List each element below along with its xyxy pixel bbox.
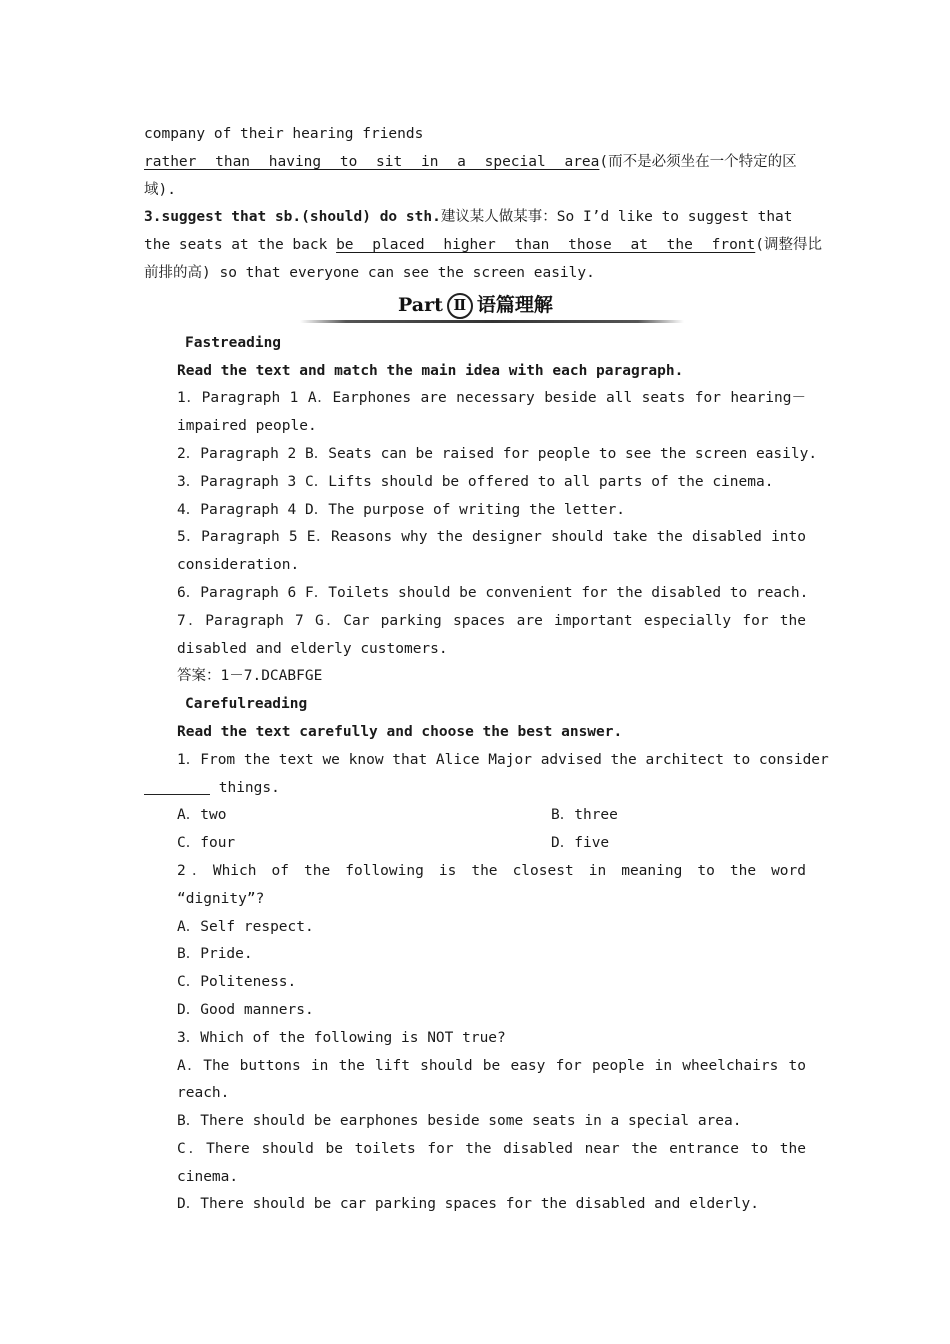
text-line: [144, 149, 806, 177]
match-item: 5．Paragraph 5 E．Reasons why the designer should take the disabled into consideration.: [177, 529, 806, 574]
chinese-note: (而不是必须坐在一个特定的区: [599, 153, 797, 170]
option: B．Pride.: [177, 946, 253, 963]
match-item: 2．Paragraph 2 B．Seats can be raised for people to see the screen easily.: [177, 445, 818, 462]
match-item: 6．Paragraph 6 F．Toilets should be convenient for the disabled to reach.: [177, 584, 809, 601]
part-header: [144, 288, 806, 330]
text-fragment: the seats at the back: [144, 237, 337, 254]
option: C．Politeness.: [177, 974, 297, 991]
section-divider: [300, 320, 684, 323]
part-label: Part: [398, 293, 443, 316]
phrase-explanation: 建议某人做某事：So I’d like to suggest that: [440, 209, 793, 226]
options-row: [144, 830, 806, 858]
section-heading: Carefulreading: [185, 696, 308, 713]
option: D．five: [551, 835, 610, 852]
option: D．There should be car parking spaces for the disabled and elderly.: [177, 1196, 759, 1213]
match-item: 7．Paragraph 7 G．Car parking spaces are important especially for the disabled and elderly customers.: [177, 612, 806, 657]
option: B．There should be earphones beside some seats in a special area.: [177, 1113, 742, 1130]
question: 1．From the text we know that Alice Major advised the architect to consider: [177, 751, 829, 768]
match-item: 3．Paragraph 3 C．Lifts should be offered to all parts of the cinema.: [177, 473, 774, 490]
options-row: [144, 802, 806, 830]
instruction: Read the text carefully and choose the best answer.: [177, 723, 623, 740]
text-line: [144, 204, 806, 232]
question-continuation: [144, 775, 806, 803]
underlined-phrase: be placed higher than those at the front: [336, 237, 756, 254]
underlined-phrase: rather than having to sit in a special area: [144, 153, 600, 170]
part-subtitle: 语篇理解: [476, 293, 553, 316]
option: C．There should be toilets for the disabled near the entrance to the cinema.: [177, 1140, 806, 1185]
match-item: 4．Paragraph 4 D．The purpose of writing the letter.: [177, 501, 626, 518]
part-title: [398, 292, 553, 320]
text-line: company of their hearing friends: [144, 126, 424, 142]
text-line: 域).: [144, 181, 176, 198]
option: C．four: [177, 835, 236, 852]
question: 3．Which of the following is NOT true?: [177, 1029, 506, 1046]
section-heading: Fastreading: [185, 334, 282, 351]
text-line: 前排的高) so that everyone can see the screen easily.: [144, 264, 595, 281]
option: D．Good manners.: [177, 1001, 314, 1018]
option: A．The buttons in the lift should be easy for people in wheelchairs to reach.: [177, 1057, 806, 1102]
document-page: [144, 121, 829, 1219]
option: A．two: [177, 807, 227, 824]
phrase-heading: 3.suggest that sb.(should) do sth.: [144, 209, 441, 226]
option: A．Self respect.: [177, 918, 314, 935]
instruction: Read the text and match the main idea with each paragraph.: [177, 362, 684, 379]
answer-blank: [144, 778, 210, 795]
text-fragment: things.: [210, 779, 280, 796]
match-item: 1．Paragraph 1 A．Earphones are necessary beside all seats for hearing－impaired people.: [177, 390, 806, 435]
text-line: [144, 232, 822, 260]
chinese-note: (调整得比: [755, 237, 822, 254]
roman-numeral-badge: Ⅱ: [447, 293, 473, 319]
question: 2．Which of the following is the closest in meaning to the word “dignity”?: [177, 862, 806, 907]
answer-key: 答案：1－7.DCABFGE: [177, 668, 323, 685]
option: B．three: [551, 807, 618, 824]
